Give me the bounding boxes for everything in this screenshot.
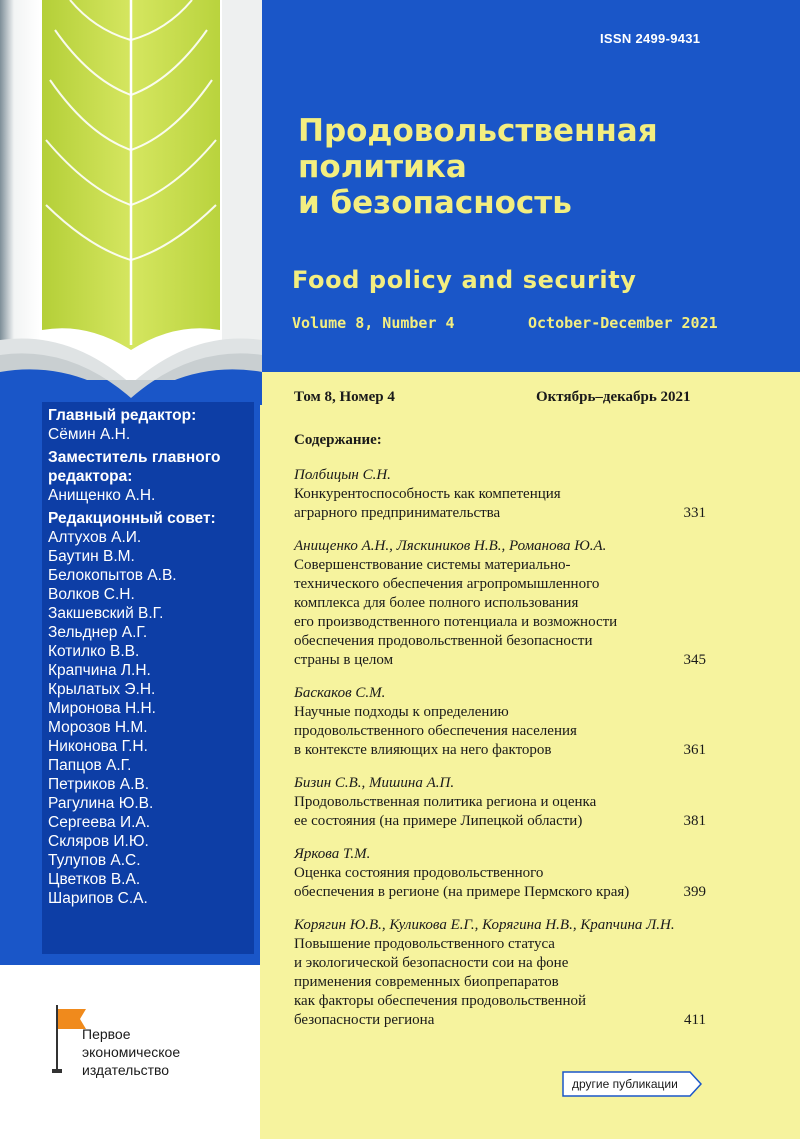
council-member: Белокопытов А.В. <box>48 567 177 584</box>
council-member: Папцов А.Г. <box>48 757 132 774</box>
volume-ru: Том 8, Номер 4 <box>294 389 395 405</box>
toc-entry[interactable] <box>294 845 714 902</box>
toc-title-line: страны в целом <box>294 652 394 668</box>
council-members <box>48 528 253 908</box>
contents-heading: Содержание: <box>294 432 382 448</box>
volume-en: Volume 8, Number 4 <box>292 314 455 332</box>
leaf-illustration <box>0 0 262 405</box>
council-member: Тулупов А.С. <box>48 852 141 869</box>
toc-title-line: Конкурентоспособность как компетенция <box>294 486 561 502</box>
toc-title-line: обеспечения продовольственной безопасности <box>294 633 593 649</box>
toc-title-line: комплекса для более полного использования <box>294 595 579 611</box>
council-label: Редакционный совет: <box>48 510 216 527</box>
deputy-editor-label: Заместитель главного редактора: <box>48 449 221 485</box>
toc-authors: Яркова Т.М. <box>294 846 371 862</box>
council-member: Волков С.Н. <box>48 586 135 603</box>
council-member: Крапчина Л.Н. <box>48 662 151 679</box>
council-member: Цветков В.А. <box>48 871 141 888</box>
council-member: Петриков А.В. <box>48 776 150 793</box>
journal-title-ru <box>298 113 768 221</box>
toc-title-line: обеспечения в регионе (на примере Пермского края) <box>294 884 630 900</box>
toc-title-line: Совершенствование системы материально- <box>294 557 571 573</box>
toc-entry[interactable] <box>294 684 714 760</box>
toc-authors: Полбицын С.Н. <box>294 467 391 483</box>
chief-editor-label: Главный редактор: <box>48 407 197 424</box>
period-en: October-December 2021 <box>528 314 718 332</box>
council-member: Котилко В.В. <box>48 643 140 660</box>
more-publications-label: другие публикации <box>572 1077 678 1091</box>
toc-page-number: 381 <box>683 813 706 829</box>
toc-title-line: Продовольственная политика региона и оценка <box>294 794 597 810</box>
toc-page-number: 411 <box>684 1012 706 1028</box>
more-publications-button[interactable] <box>562 1071 702 1097</box>
council-member: Крылатых Э.Н. <box>48 681 156 698</box>
toc-entry[interactable] <box>294 774 714 831</box>
council-member: Миронова Н.Н. <box>48 700 156 717</box>
council-member: Шарипов С.А. <box>48 890 148 907</box>
council-member: Никонова Г.Н. <box>48 738 148 755</box>
journal-title-en: Food policy and security <box>292 266 637 294</box>
toc-entry[interactable] <box>294 537 714 670</box>
toc-page-number: 331 <box>683 505 706 521</box>
council-member: Алтухов А.И. <box>48 529 142 546</box>
council-member: Сергеева И.А. <box>48 814 151 831</box>
table-of-contents <box>294 466 714 1044</box>
deputy-editor-name: Анищенко А.Н. <box>48 487 156 504</box>
editorial-board <box>48 406 253 908</box>
toc-title-line: Повышение продовольственного статуса <box>294 936 555 952</box>
title-ru-line: и безопасность <box>298 185 572 221</box>
council-member: Закшевский В.Г. <box>48 605 164 622</box>
toc-title-line: применения современных биопрепаратов <box>294 974 559 990</box>
council-member: Баутин В.М. <box>48 548 135 565</box>
publisher-line: издательство <box>82 1062 170 1078</box>
toc-entry[interactable] <box>294 916 714 1030</box>
toc-title-line: его производственного потенциала и возможности <box>294 614 618 630</box>
toc-authors: Корягин Ю.В., Куликова Е.Г., Корягина Н.В., Крапчина Л.Н. <box>294 917 675 933</box>
title-ru-line: Продовольственная <box>298 113 658 149</box>
toc-authors: Бизин С.В., Мишина А.П. <box>294 775 455 791</box>
toc-title-line: Научные подходы к определению <box>294 704 509 720</box>
issn-number: ISSN 2499-9431 <box>600 31 701 46</box>
title-ru-line: политика <box>298 149 467 185</box>
toc-title-line: аграрного предпринимательства <box>294 505 501 521</box>
council-member: Морозов Н.М. <box>48 719 148 736</box>
toc-authors: Баскаков С.М. <box>294 685 386 701</box>
toc-title-line: как факторы обеспечения продовольственной <box>294 993 587 1009</box>
toc-title-line: безопасности региона <box>294 1012 435 1028</box>
toc-entry[interactable] <box>294 466 714 523</box>
toc-title-line: и экологической безопасности сои на фоне <box>294 955 569 971</box>
toc-title-line: в контексте влияющих на него факторов <box>294 742 552 758</box>
toc-title-line: продовольственного обеспечения населения <box>294 723 577 739</box>
council-member: Рагулина Ю.В. <box>48 795 154 812</box>
publisher-line: Первое <box>82 1026 131 1042</box>
publisher-line: экономическое <box>82 1044 181 1060</box>
period-ru: Октябрь–декабрь 2021 <box>536 389 691 405</box>
toc-authors: Анищенко А.Н., Ляскиников Н.В., Романова Ю.А. <box>294 538 607 554</box>
chief-editor-name: Сёмин А.Н. <box>48 426 131 443</box>
council-member: Скляров И.Ю. <box>48 833 149 850</box>
toc-page-number: 399 <box>683 884 706 900</box>
toc-title-line: ее состояния (на примере Липецкой области) <box>294 813 583 829</box>
publisher-name <box>82 1025 180 1079</box>
toc-title-line: Оценка состояния продовольственного <box>294 865 544 881</box>
toc-page-number: 345 <box>683 652 706 668</box>
toc-page-number: 361 <box>683 742 706 758</box>
council-member: Зельднер А.Г. <box>48 624 148 641</box>
toc-title-line: технического обеспечения агропромышленного <box>294 576 600 592</box>
